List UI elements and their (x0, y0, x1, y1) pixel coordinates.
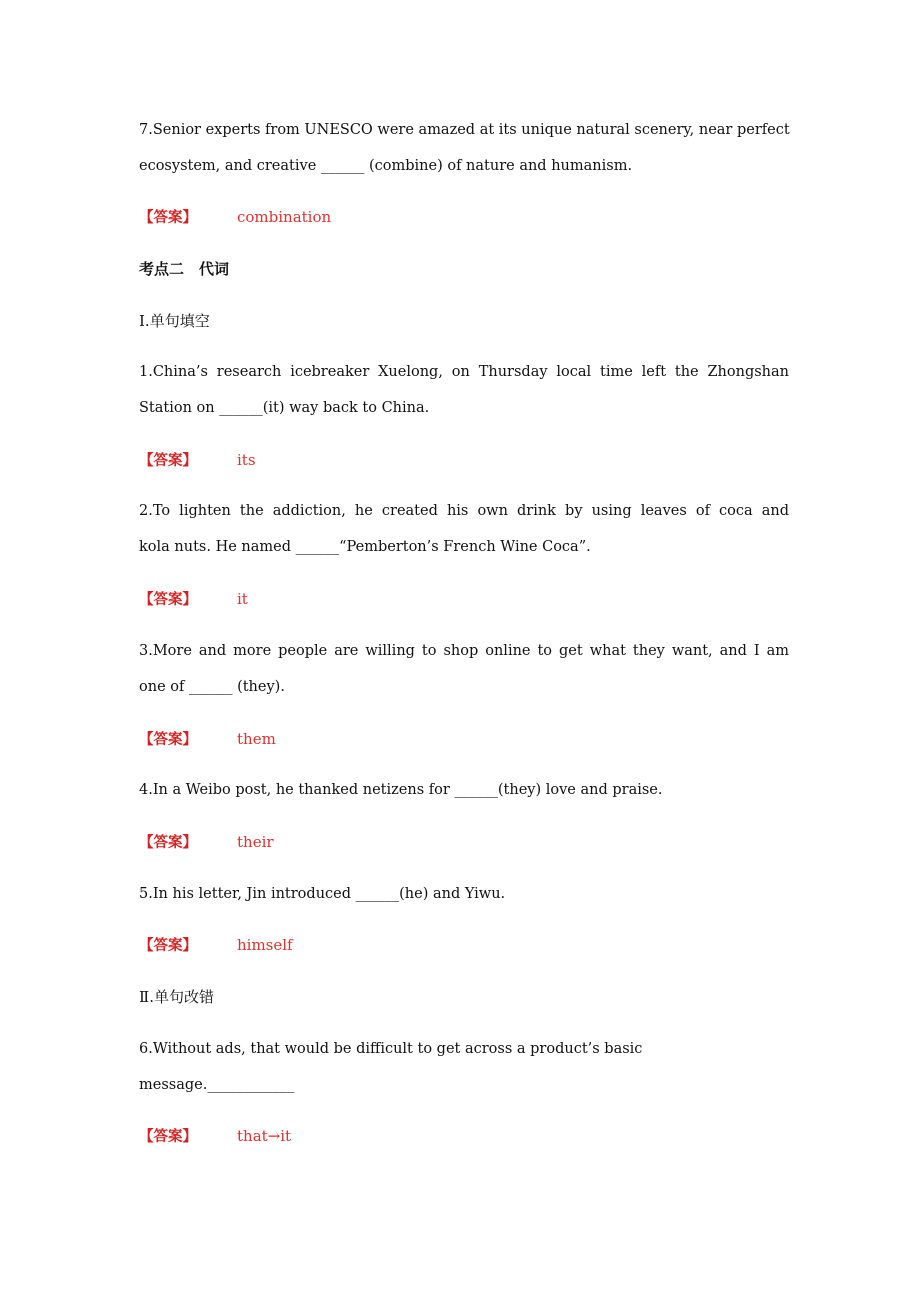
q7-line-2: ecosystem, and creative ______ (combine) of nature and humanism. (139, 158, 633, 174)
q2-line-1: 2.To lighten the addiction, he created his own drink by using leaves of coca and (139, 503, 789, 519)
answer-tag: 【答案】 (139, 835, 197, 851)
answer-tag: 【答案】 (139, 210, 197, 226)
part-heading-fill-blank: Ⅰ.单句填空 (139, 312, 210, 330)
q5-answer-row (139, 935, 293, 956)
answer-tag: 【答案】 (139, 1129, 197, 1145)
answer-tag: 【答案】 (139, 938, 197, 954)
q5-line-1: 5.In his letter, Jin introduced ______(he) and Yiwu. (139, 886, 506, 902)
q2-line-2: kola nuts. He named ______“Pemberton’s French Wine Coca”. (139, 539, 591, 555)
q6-line-1: 6.Without ads, that would be difficult to get across a product’s basic (139, 1041, 643, 1057)
q3-line-1: 3.More and more people are willing to shop online to get what they want, and I am (139, 643, 789, 659)
q3-line-2: one of ______ (they). (139, 679, 285, 695)
q1-answer: its (237, 451, 256, 469)
q3-answer: them (237, 730, 276, 748)
q1-answer-row (139, 450, 256, 471)
q6-line-2: message.____________ (139, 1077, 295, 1093)
q6-answer-row (139, 1126, 292, 1147)
q6-answer: that→it (237, 1127, 292, 1145)
q4-line-1: 4.In a Weibo post, he thanked netizens for ______(they) love and praise. (139, 782, 663, 798)
q7-line-1: 7.Senior experts from UNESCO were amazed at its unique natural scenery, near perfect (139, 122, 790, 138)
q3-answer-row (139, 729, 276, 750)
q4-answer: their (237, 833, 274, 851)
q1-line-2: Station on ______(it) way back to China. (139, 400, 430, 416)
answer-tag: 【答案】 (139, 592, 197, 608)
answer-tag: 【答案】 (139, 732, 197, 748)
answer-tag: 【答案】 (139, 453, 197, 469)
q5-answer: himself (237, 936, 293, 954)
q7-answer-row (139, 207, 332, 228)
q7-answer: combination (237, 208, 332, 226)
q4-answer-row (139, 832, 274, 853)
part-heading-error-correction: Ⅱ.单句改错 (139, 988, 214, 1006)
q2-answer: it (237, 590, 248, 608)
q1-line-1: 1.China’s research icebreaker Xuelong, on Thursday local time left the Zhongshan (139, 364, 789, 380)
section-heading: 考点二 代词 (139, 260, 230, 278)
q2-answer-row (139, 589, 248, 610)
